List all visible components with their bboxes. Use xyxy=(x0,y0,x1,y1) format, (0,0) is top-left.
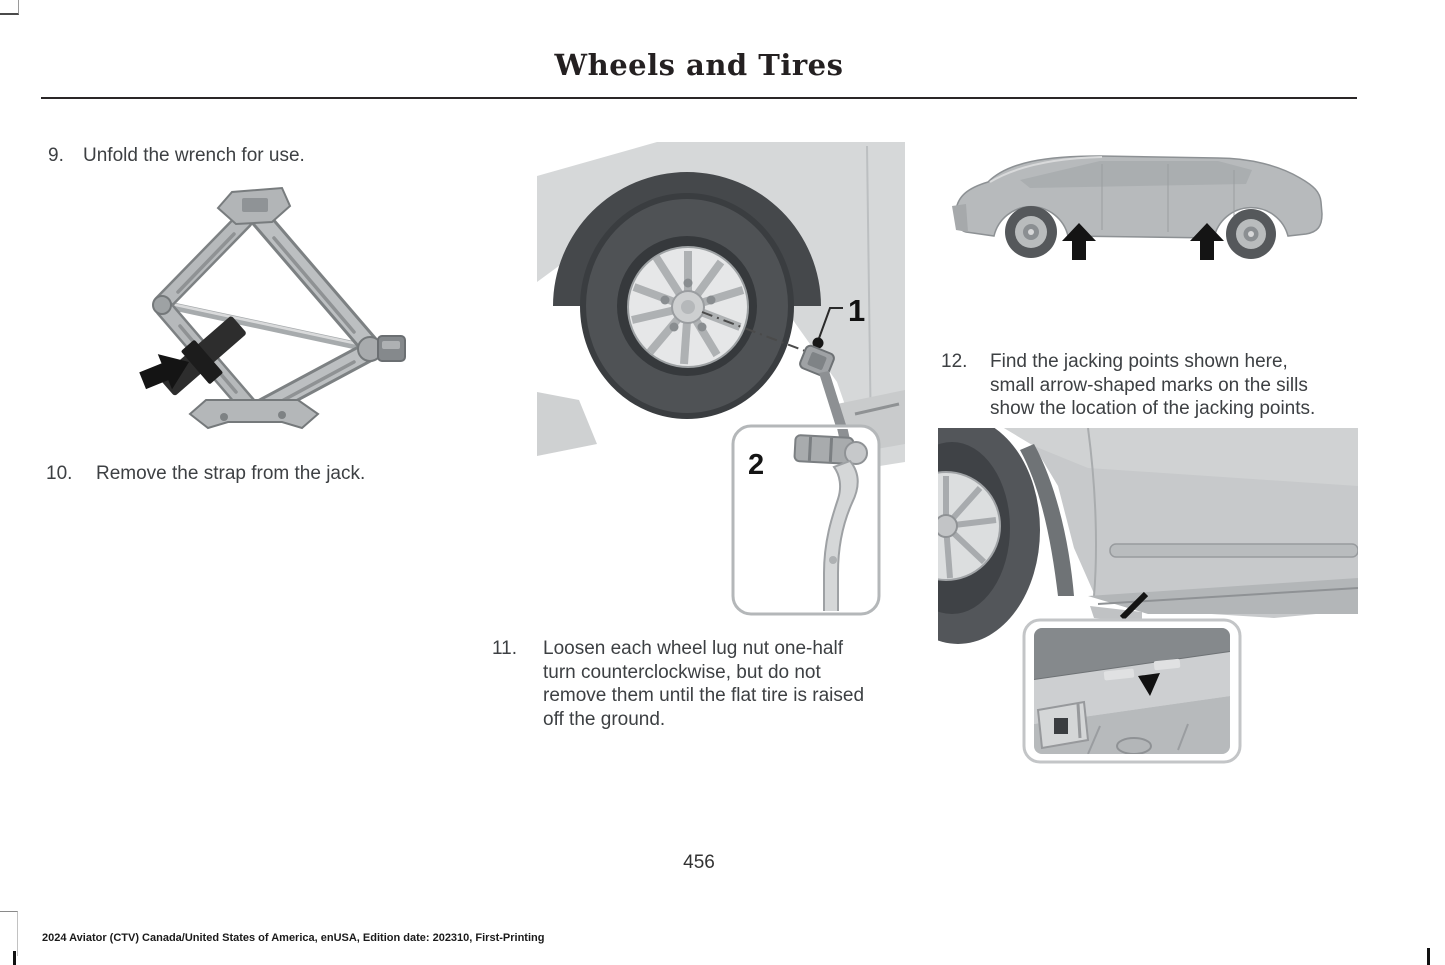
figure-scissor-jack xyxy=(132,186,408,430)
page-title: Wheels and Tires xyxy=(554,48,844,82)
sill-underside-view xyxy=(1034,628,1230,754)
step-10 xyxy=(46,462,426,486)
crop-mark-bottom-left xyxy=(0,911,18,956)
step-9 xyxy=(48,144,403,168)
step-number: 10. xyxy=(46,463,73,484)
footer-text: 2024 Aviator (CTV) Canada/United States of America, enUSA, Edition date: 202310, First-Printing xyxy=(42,932,545,944)
step-text: Find the jacking points shown here, small arrow-shaped marks on the sills show the location of the jacking points. xyxy=(990,351,1316,419)
rear-wheel xyxy=(1226,209,1276,259)
front-wheel xyxy=(1005,206,1057,258)
step-text: Unfold the wrench for use. xyxy=(83,145,305,166)
crop-tick-bottom-right xyxy=(1427,948,1430,965)
step-text: Loosen each wheel lug nut one-half turn counterclockwise, but do not remove them until the flat tire is raised off the ground. xyxy=(543,638,865,730)
step-number: 11. xyxy=(492,638,518,659)
crop-mark-top-left xyxy=(0,0,19,15)
callout-2-label: 2 xyxy=(748,449,765,481)
step-number: 9. xyxy=(48,145,64,166)
figure-vehicle-side-jacking-points xyxy=(950,148,1325,263)
step-11 xyxy=(492,637,923,731)
step-text: Remove the strap from the jack. xyxy=(96,463,366,484)
step-12 xyxy=(941,350,1370,421)
crop-tick-bottom-left xyxy=(13,951,16,965)
header-rule xyxy=(41,97,1357,99)
page-number: 456 xyxy=(683,852,715,873)
callout-1-label: 1 xyxy=(848,293,866,328)
step-number: 12. xyxy=(941,351,968,372)
figure-wheel-lug-nut xyxy=(537,142,905,624)
figure-rocker-panel-detail xyxy=(938,428,1358,773)
